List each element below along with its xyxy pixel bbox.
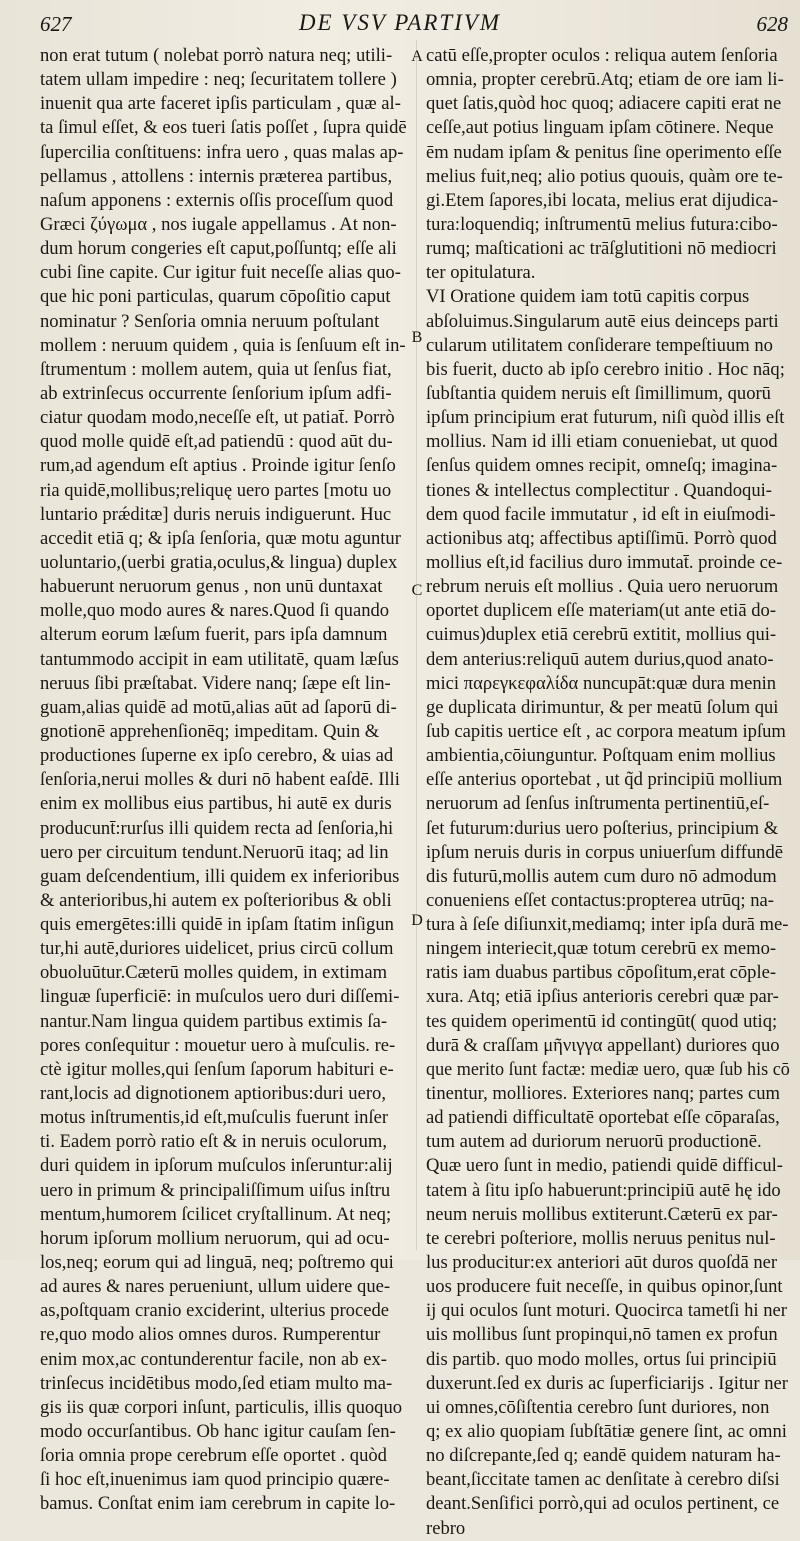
left-line: ti. Eadem porrò ratio eſt & in neruis oculorum, bbox=[40, 1131, 387, 1153]
page-number-left: 627 bbox=[40, 12, 72, 36]
left-line: gis iis quæ corpori inſunt, particulis, illis quoquo bbox=[40, 1396, 403, 1418]
left-line: enim ex mollibus eius partibus, hi autē ex duris bbox=[40, 793, 392, 815]
left-line: los,neq; eorum qui ad linguā, neq; poſtremo qui bbox=[40, 1252, 394, 1274]
left-line: motus inſtrumentis,id eſt,muſculis fuerunt inſer bbox=[40, 1107, 389, 1129]
right-line: duxerunt.ſed ex duris ac ſuperficiarijs . Igitur ner bbox=[426, 1372, 788, 1394]
right-line: ipſum neruis duris in corpus uniuerſum diffundē bbox=[426, 841, 784, 863]
left-line: nominatur ? Senſoria omnia neruum poſtulant bbox=[40, 310, 380, 332]
right-line: Quæ uero ſunt in medio, patiendi quidē difficul- bbox=[426, 1155, 784, 1177]
right-line: ſub capitis uertice eſt , ac corpora meatum ipſum bbox=[426, 720, 786, 742]
page-header bbox=[0, 6, 800, 40]
right-line: rumq; maſticationi ac trāſglutitioni nō mediocri bbox=[426, 238, 777, 260]
left-line: pores conſequitur : mouetur uero à muſculis. re- bbox=[40, 1034, 396, 1056]
right-line: no diſcrepante,ſed q; eandē quidem naturam ha- bbox=[426, 1445, 781, 1467]
right-line: cularum utilitatem conſiderare tempeſtiuum no bbox=[426, 334, 773, 356]
right-line: tes quidem operimentū id contingūt( quod utiq; bbox=[426, 1010, 778, 1032]
right-line: quet ſatis,quòd hoc quoq; adiacere capiti erat ne bbox=[426, 93, 782, 115]
right-line: dem quod facile immutatur , id eſt in eiuſmodi- bbox=[426, 503, 776, 525]
left-line: linguæ ſuperficiē: in muſculos uero duri diſſemi- bbox=[40, 986, 400, 1008]
right-line: ningem interiecit,quæ totum cerebrū ex memo- bbox=[426, 938, 777, 960]
running-title: DE VSV PARTIVM bbox=[298, 10, 502, 35]
right-line: uos producere fuit neceſſe, in quibus opinor,ſunt bbox=[426, 1276, 783, 1298]
left-line: pellamus , attollens : internis præterea partibus, bbox=[40, 165, 393, 187]
right-line: beant,ſiccitate tamen ac denſitate à cerebro diſsi bbox=[426, 1469, 780, 1491]
column-divider bbox=[416, 40, 417, 1250]
right-line: xura. Atq; etiā ipſius anterioris cerebri quæ par- bbox=[426, 986, 779, 1008]
right-line: tinentur, molliores. Exteriores nanq; partes cum bbox=[426, 1083, 780, 1105]
left-line: Græci ζύγωμα , nos iugale appellamus . At non- bbox=[40, 213, 397, 235]
right-line: tiones & intellectus complectitur . Quandoqui- bbox=[426, 479, 772, 501]
left-line: re,quo modo alios omnes duros. Rumperentur bbox=[40, 1324, 381, 1346]
left-line: quod molle quidē eſt,ad patiendū : quod aūt du- bbox=[40, 431, 393, 453]
right-line: ter opitulatura. bbox=[426, 262, 536, 284]
right-line: ambientia,cōiunguntur. Poſtquam enim mollius bbox=[426, 745, 776, 767]
left-text-column bbox=[40, 44, 408, 1517]
left-line: habuerunt neruorum genus , non unū duntaxat bbox=[40, 576, 383, 598]
left-line: & anterioribus,hi autem ex poſterioribus & obli bbox=[40, 889, 392, 911]
right-line: ij qui oculos ſunt moturi. Quocirca tametſi hi ner bbox=[426, 1300, 787, 1322]
left-line: accedit etiā q; & ipſa ſenſoria, quæ motu aguntur bbox=[40, 527, 401, 549]
right-line: abſoluimus.Singularum autē eius deinceps parti bbox=[426, 310, 779, 332]
left-line: uoluntario,(uerbi gratia,oculus,& lingua) duplex bbox=[40, 551, 398, 573]
right-line: cuimus)duplex etiā cerebrū extitit, mollius qui- bbox=[426, 624, 777, 646]
margin-letter-a: A bbox=[411, 48, 423, 65]
right-line: eſſe anterius oportebat , ut q̃d principiū mollium bbox=[426, 769, 783, 791]
left-line: tatem ullam impedire : neq; ſecuritatem tollere ) bbox=[40, 69, 397, 91]
right-line: rebrum neruis eſt mollius . Quia uero neruorum bbox=[426, 576, 779, 598]
left-line: modo occurſantibus. Ob hanc igitur cauſam ſen- bbox=[40, 1421, 396, 1443]
left-line: ſi hoc eſt,inuenimus iam quod principio quære- bbox=[40, 1469, 390, 1491]
left-line: producunt̄:rurſus illi quidem recta ad ſenſoria,hi bbox=[40, 817, 394, 839]
left-line: gnotionē apprehenſionēq; impeditam. Quin & bbox=[40, 720, 380, 742]
right-line: ceſſe,aut potius linguam ipſam cōtinere. Neque bbox=[426, 117, 774, 139]
right-line: neruorum ad ſenſus inſtrumenta pertinentiū,eſ- bbox=[426, 793, 770, 815]
left-line: ad aures & nares perueniunt, ullum uidere que- bbox=[40, 1276, 391, 1298]
left-line: nantur.Nam lingua quidem partibus extimis ſa- bbox=[40, 1010, 388, 1032]
right-line: mollius. Nam id illi etiam conueniebat, ut quod bbox=[426, 431, 778, 453]
left-line: guam,alias quidē ad motū,alias aūt ad ſaporū di- bbox=[40, 696, 397, 718]
right-line: dem anterius:reliquū autem durius,quod anato- bbox=[426, 648, 774, 670]
left-line: ab extrinſecus occurrente ſenſorium ipſum adfi- bbox=[40, 382, 392, 404]
right-line: ſenſus quidem omnes recipit, omneſq; imagina- bbox=[426, 455, 778, 477]
page-number-right: 628 bbox=[756, 12, 788, 36]
right-line: dis partib. quo modo molles, ortus ſui principiū bbox=[426, 1348, 777, 1370]
left-line: ſenſoria,nerui molles & duri nō habent eaſdē. Illi bbox=[40, 769, 400, 791]
left-line: molle,quo modo aures & nares.Quod ſi quando bbox=[40, 600, 390, 622]
left-line: bamus. Conſtat enim iam cerebrum in capite lo- bbox=[40, 1493, 396, 1515]
left-line: rant,locis ad dignotionem aptioribus:duri uero, bbox=[40, 1083, 386, 1105]
left-line: que hic poni particulas, quarum cōpoſitio caput bbox=[40, 286, 391, 308]
right-line: ſubſtantia quidem neruis eſt ſimillimum, quorū bbox=[426, 382, 771, 404]
left-line: enim mox,ac contunderentur facile, non ab ex- bbox=[40, 1348, 387, 1370]
right-line: dis futurū,mollis autem cum duro nō admodum bbox=[426, 865, 777, 887]
left-line: tantummodo accipit in eam utilitatē, quam læſus bbox=[40, 648, 399, 670]
right-line: mici παρεγκεφαλίδα nuncupāt:quæ dura menin bbox=[426, 672, 777, 694]
left-line: duri quidem in ipſorum muſculos inſeruntur:alij bbox=[40, 1155, 393, 1177]
left-line: cubi ſine capite. Cur igitur fuit neceſſe alias quo- bbox=[40, 262, 401, 284]
left-line: mollem : neruum quidem , quia is ſenſuum eſt in- bbox=[40, 334, 406, 356]
right-line: ſet futurum:durius uero poſterius, principium & bbox=[426, 817, 779, 839]
right-line: tura:loquendiq; inſtrumentū melius futura:cibo- bbox=[426, 213, 778, 235]
right-line: neum neruis mollibus extiterunt.Cæterū ex par- bbox=[426, 1203, 778, 1225]
left-line: dum horum congeries eſt caput,poſſuntq; eſſe ali bbox=[40, 238, 397, 260]
right-line: conueniens eſſet contactus:propterea utrūq; na- bbox=[426, 889, 774, 911]
right-line: ratis iam duabus partibus cōpoſitum,erat cōple- bbox=[426, 962, 777, 984]
left-line: obuoluūtur.Cæterū molles quidem, in extimam bbox=[40, 962, 388, 984]
left-line: ſupercilia conſtituens: infra uero , quas malas ap- bbox=[40, 141, 404, 163]
left-line: rum,ad agendum eſt aptius . Proinde igitur ſenſo bbox=[40, 455, 396, 477]
right-line: oportet duplicem eſſe materiam(ut ante etiā do- bbox=[426, 600, 777, 622]
right-line: actionibus atq; affectibus aptiſſimū. Porrò quod bbox=[426, 527, 777, 549]
right-line: ēm nudam ipſam & penitus ſine operimento eſſe bbox=[426, 141, 782, 163]
right-line: ad patiendi difficultatē oportebat eſſe cōparaſas, bbox=[426, 1107, 780, 1129]
right-line: tura à ſeſe diſiunxit,mediamq; inter ipſa durā me- bbox=[426, 914, 789, 936]
right-line: gi.Etem ſapores,ibi locata, melius erat dijudica- bbox=[426, 189, 779, 211]
right-line: rebro bbox=[426, 1517, 466, 1539]
left-line: tur,hi autē,duriores uidelicet, prius circū collum bbox=[40, 938, 394, 960]
right-line: catū eſſe,propter oculos : reliqua autem ſenſoria bbox=[426, 45, 778, 66]
left-line: neruus ſibi præſtabat. Videre nanq; ſæpe eſt lin- bbox=[40, 672, 391, 694]
left-line: ſoria omnia prope cerebrum eſſe oportet . quòd bbox=[40, 1445, 387, 1467]
left-line: uero per circuitum tendunt.Neruorū itaq; ad lin bbox=[40, 841, 389, 863]
right-line: durā & craſſam μῆνιγγα appellant) duriores quo bbox=[426, 1034, 780, 1056]
left-line: trinſecus incidētibus modo,ſed etiam multo ma- bbox=[40, 1372, 393, 1394]
left-line: guam deſcendentium, illi quidem ex inferioribus bbox=[40, 865, 400, 887]
right-line: tatem à ſitu ipſo habuerunt:principiū autē hę ido bbox=[426, 1179, 781, 1201]
right-line: ipſum principium erat futurum, niſi quòd illis eſt bbox=[426, 407, 785, 429]
right-line: mollius eſt,id facilius duro immutat̄. proinde ce- bbox=[426, 551, 783, 573]
right-line: VI Oratione quidem iam totū capitis corpus bbox=[426, 286, 750, 308]
left-line: non erat tutum ( nolebat porrò natura neq; utili- bbox=[40, 45, 393, 66]
right-line: deant.Senſifici porrò,qui ad oculos pertinent, ce bbox=[426, 1493, 780, 1515]
left-line: ria quidē,mollibus;reliquę uero partes [motu uo bbox=[40, 479, 392, 501]
left-line: as,poſtquam cranio exciderint, ulterius procede bbox=[40, 1300, 390, 1322]
left-line: uero in primum & principaliſſimum uiſus inſtru bbox=[40, 1179, 391, 1201]
right-line: bis fuerit, ducto ab ipſo cerebro initio . Hoc nāq; bbox=[426, 358, 785, 380]
margin-letter-c: C bbox=[411, 582, 423, 599]
left-line: ta ſimul eſſet, & eos tueri ſatis poſſet , ſupra quidē bbox=[40, 117, 407, 139]
right-line: que merito ſunt factæ: mediæ uero, quæ ſub his cō bbox=[426, 1058, 790, 1080]
left-line: luntario prǽditæ] duris neruis indiguerunt. Huc bbox=[40, 503, 392, 525]
right-text-column bbox=[426, 44, 790, 1541]
left-line: productiones ſuperne ex ipſo cerebro, & uias ad bbox=[40, 745, 394, 767]
left-line: inuenit qua arte faceret ipſis particulam , quæ al- bbox=[40, 93, 401, 115]
margin-letter-b: B bbox=[411, 329, 423, 346]
left-line: mentum,humorem ſcilicet cryſtallinum. At neq; bbox=[40, 1203, 392, 1225]
right-line: omnia, propter cerebrū.Atq; etiam de ore iam li- bbox=[426, 69, 784, 91]
left-line: alterum eorum læſum fuerit, pars ipſa damnum bbox=[40, 624, 388, 646]
right-line: ui omnes,cōſiſtentia cerebro ſunt duriores, non bbox=[426, 1396, 770, 1418]
right-line: uis mollibus ſunt propinqui,nō tamen ex profun bbox=[426, 1324, 778, 1346]
left-line: ſtrumentum : mollem autem, quia ut ſenſus fiat, bbox=[40, 358, 392, 380]
right-line: ge duplicata dirimuntur, & per meatū ſolum qui bbox=[426, 696, 779, 718]
left-line: ctè igitur molles,qui ſenſum ſaporum habituri e- bbox=[40, 1058, 394, 1080]
right-line: tum autem ad duriorum neruorū productionē. bbox=[426, 1131, 762, 1153]
right-line: te cerebri poſteriore, mollis neruus penitus nul- bbox=[426, 1227, 776, 1249]
left-line: naſum apponens : externis oſſis proceſſum quod bbox=[40, 189, 394, 211]
margin-letter-d: D bbox=[411, 912, 423, 929]
right-line: lus producitur:ex anteriori aūt duros quoſdā ner bbox=[426, 1252, 778, 1274]
left-line: horum ipſorum mollium neruorum, qui ad ocu- bbox=[40, 1227, 390, 1249]
right-line: melius fuit,neq; alio potius quouis, quàm ore te- bbox=[426, 165, 783, 187]
left-line: ciatur quodam modo,neceſſe eſt, ut patiat̄. Porrò bbox=[40, 407, 395, 429]
right-line: q; ex alio quopiam ſubſtātiæ genere ſint, ac omni bbox=[426, 1421, 787, 1443]
left-line: quis emergētes:illi quidē in ipſam ſtatim inſigun bbox=[40, 914, 394, 936]
